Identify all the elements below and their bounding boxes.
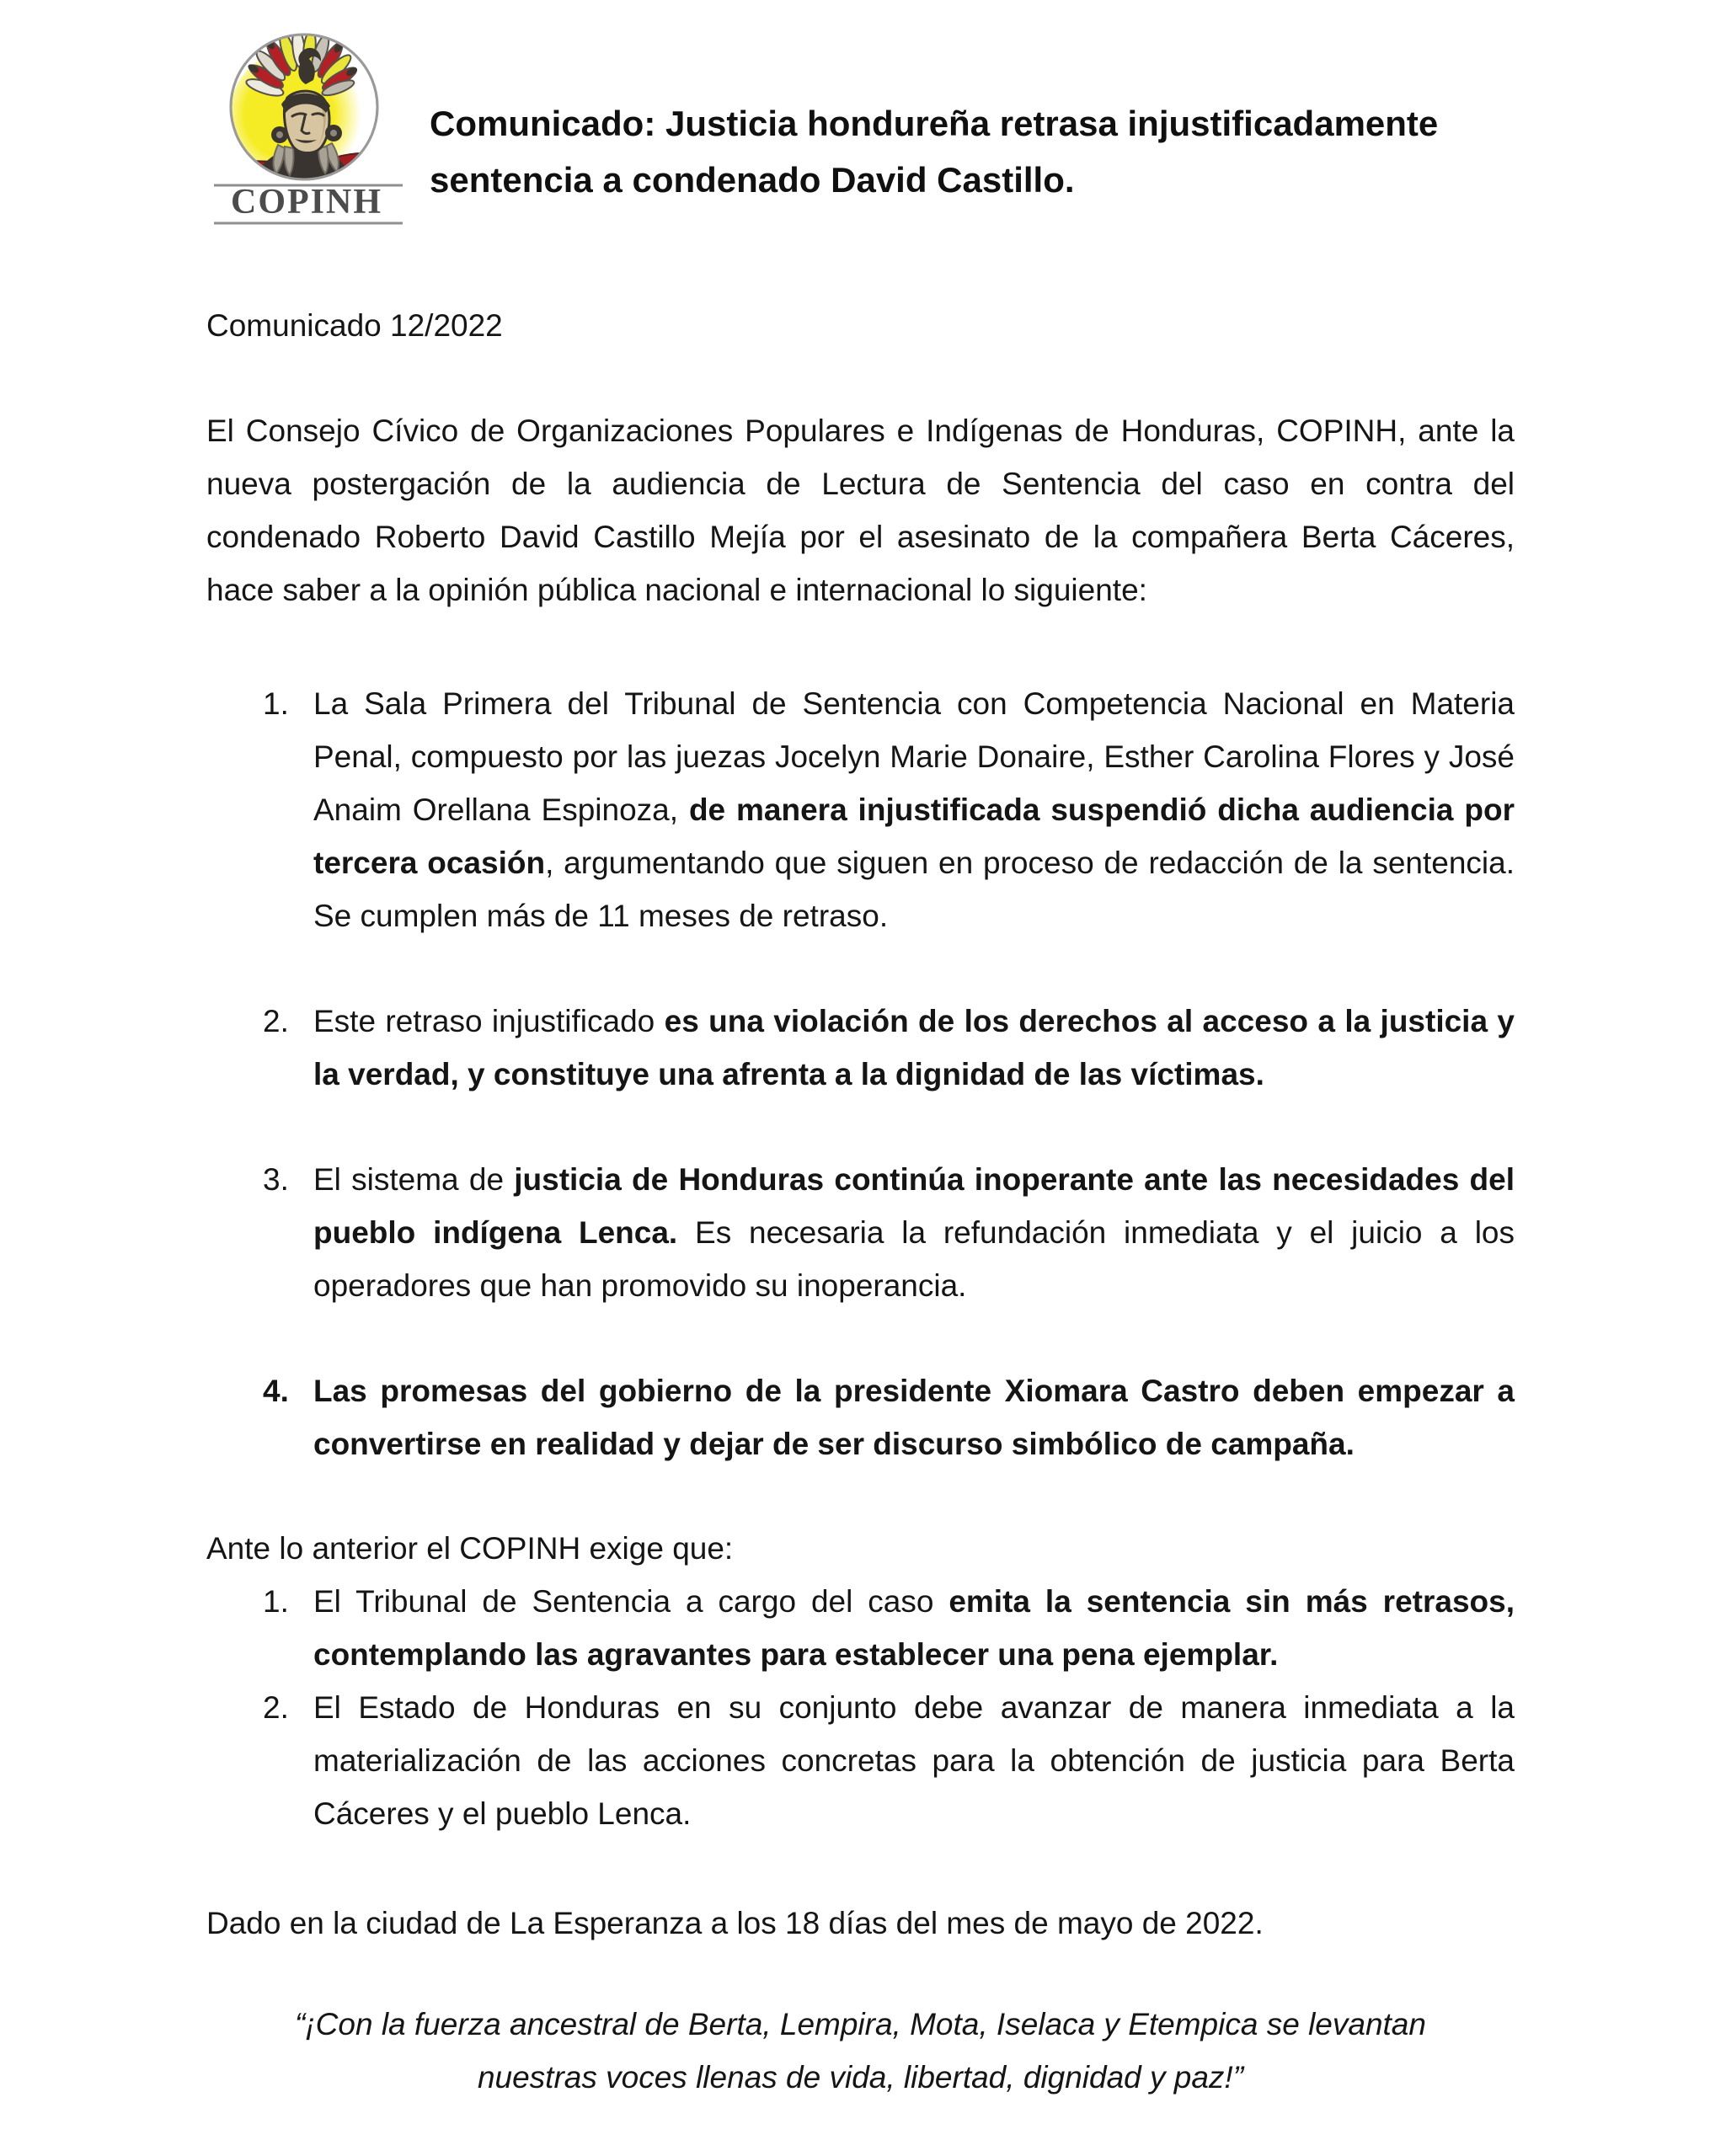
list-item <box>206 1681 1515 1840</box>
document-body <box>206 299 1515 2104</box>
copinh-logo <box>207 29 411 232</box>
copinh-wordmark: COPINH <box>231 183 382 221</box>
item-number: 2. <box>263 1004 289 1038</box>
dateline: Dado en la ciudad de La Esperanza a los 18 días del mes de mayo de 2022. <box>206 1906 1264 1940</box>
demands-lead: Ante lo anterior el COPINH exige que: <box>206 1531 734 1566</box>
comunicado-number: Comunicado 12/2022 <box>206 308 503 343</box>
item-text: El Estado de Honduras en su conjunto debe avanzar de manera inmediata a la materialización de las acciones concretas para la obtención de justicia para Berta Cáceres y el pueblo Lenca. <box>313 1690 1515 1831</box>
demands-list <box>206 1575 1515 1840</box>
item-number: 1. <box>263 1584 289 1619</box>
closing-quote: “¡Con la fuerza ancestral de Berta, Lempira, Mota, Iselaca y Etempica se levantan nuestras voces llenas de vida, libertad, dignidad y paz!” <box>295 2007 1426 2095</box>
item-text: La Sala Primera del Tribunal de Sentencia con Competencia Nacional en Materia Penal, compuesto por las juezas Jocelyn Marie Donaire, Esther Carolina Flores y José Anaim Orellana Espinoza, de manera injustificada suspendió dicha audiencia por tercera ocasión, argumentando que siguen en proceso de redacción de la sentencia. Se cumplen más de 11 meses de retraso. <box>313 686 1515 933</box>
item-number: 1. <box>263 686 289 721</box>
item-text: Las promesas del gobierno de la presidente Xiomara Castro deben empezar a convertirse en realidad y dejar de ser discurso simbólico de campaña. <box>313 1374 1515 1461</box>
list-item <box>206 677 1515 942</box>
item-text: Este retraso injustificado es una violación de los derechos al acceso a la justicia y la verdad, y constituye una afrenta a la dignidad de las víctimas. <box>313 1004 1515 1091</box>
item-text: El sistema de justicia de Honduras continúa inoperante ante las necesidades del pueblo indígena Lenca. Es necesaria la refundación inmediata y el juicio a los operadores que han promovido su inoperancia. <box>313 1162 1515 1303</box>
document-title: Comunicado: Justicia hondureña retrasa injustificadamente sentencia a condenado David Castillo. <box>430 104 1439 200</box>
list-item <box>206 1364 1515 1470</box>
item-number: 4. <box>263 1374 289 1408</box>
item-number: 3. <box>263 1162 289 1197</box>
intro-paragraph: El Consejo Cívico de Organizaciones Populares e Indígenas de Honduras, COPINH, ante la nueva postergación de la audiencia de Lectura de Sentencia del caso en contra del condenado Roberto David Castillo Mejía por el asesinato de la compañera Berta Cáceres, hace saber a la opinión pública nacional e internacional lo siguiente: <box>206 414 1515 607</box>
list-item <box>206 995 1515 1101</box>
item-number: 2. <box>263 1690 289 1725</box>
list-item <box>206 1575 1515 1681</box>
list-item <box>206 1153 1515 1312</box>
item-text: El Tribunal de Sentencia a cargo del caso emita la sentencia sin más retrasos, contemplando las agravantes para establecer una pena ejemplar. <box>313 1584 1515 1672</box>
resolutions-list <box>206 677 1515 1470</box>
